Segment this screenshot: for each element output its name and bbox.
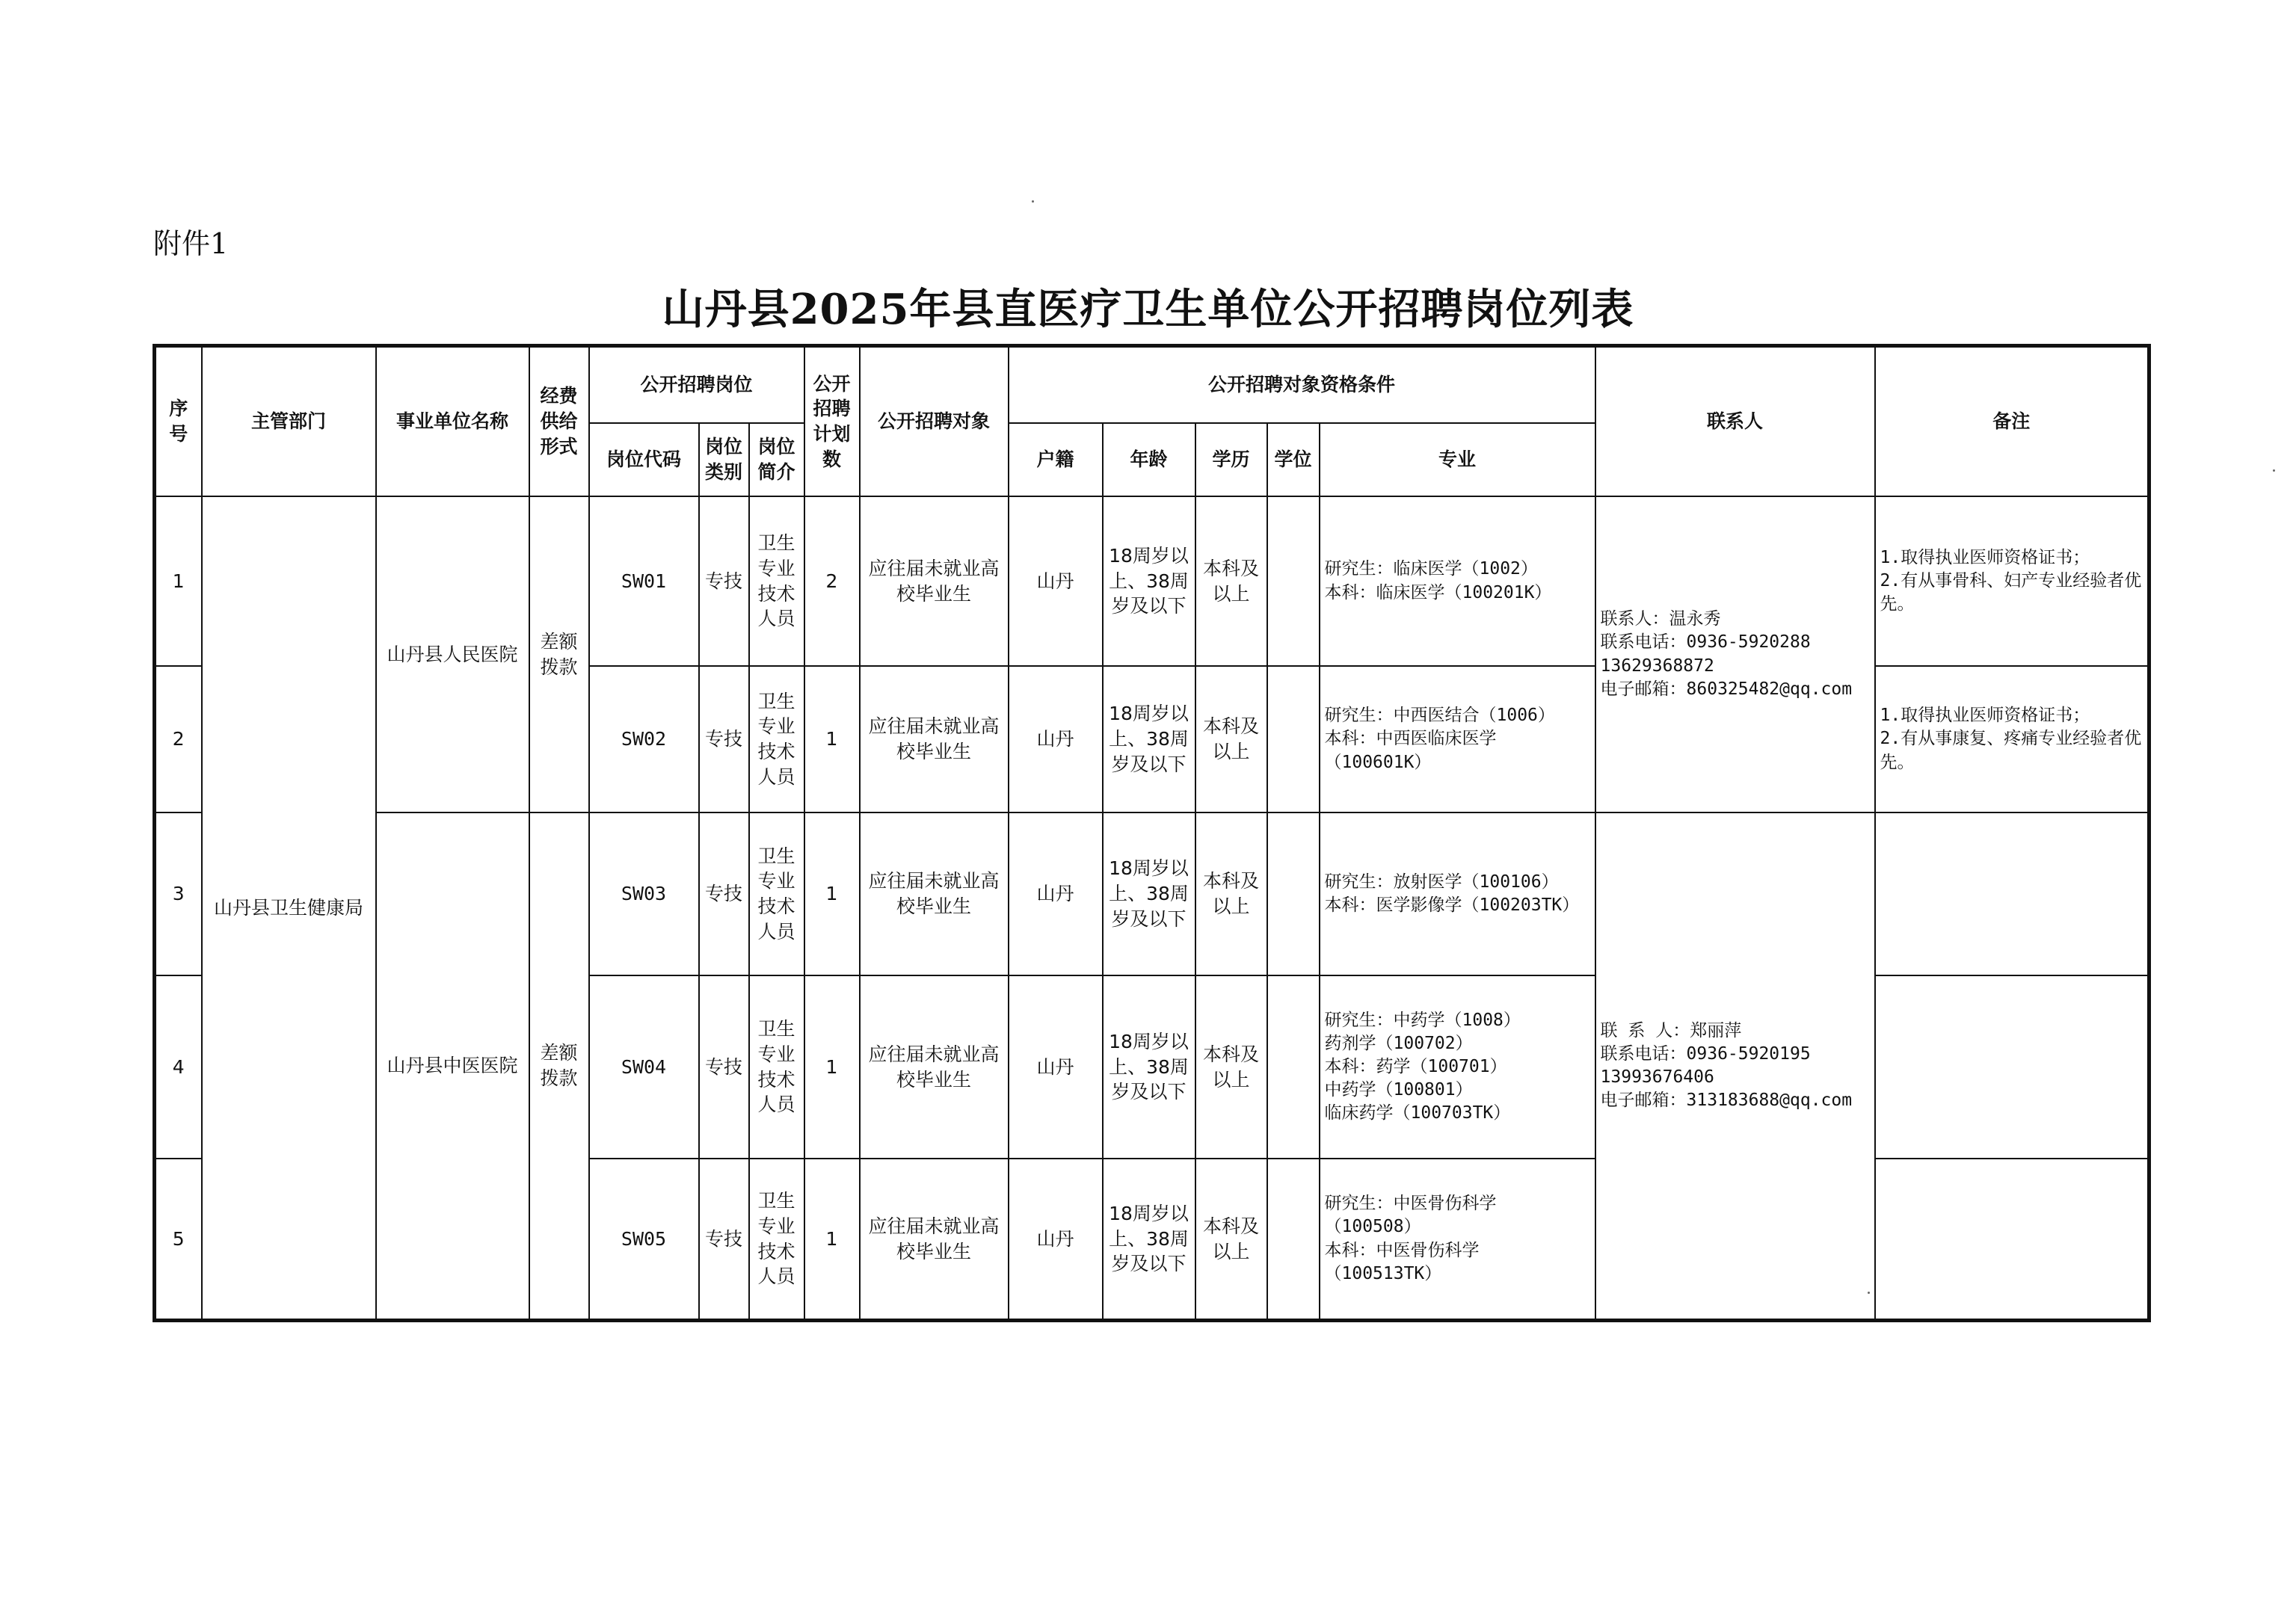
cell-post-code: SW03 bbox=[589, 812, 699, 975]
cell-unit-name: 山丹县人民医院 bbox=[376, 496, 529, 812]
cell-post-desc: 卫生专业技术人员 bbox=[749, 666, 804, 812]
cell-remark bbox=[1875, 1159, 2149, 1321]
cell-remark: 1.取得执业医师资格证书； 2.有从事康复、疼痛专业经验者优先。 bbox=[1875, 666, 2149, 812]
cell-seq: 5 bbox=[155, 1159, 202, 1321]
scan-speck bbox=[2273, 469, 2275, 472]
header-seq: 序号 bbox=[155, 346, 202, 497]
header-dept: 主管部门 bbox=[202, 346, 376, 497]
cell-seq: 3 bbox=[155, 812, 202, 975]
table-row bbox=[155, 812, 2149, 975]
header-age: 年龄 bbox=[1103, 423, 1195, 496]
cell-plan: 1 bbox=[804, 1159, 860, 1321]
cell-seq: 2 bbox=[155, 666, 202, 812]
cell-major: 研究生：临床医学（1002） 本科：临床医学（100201K） bbox=[1320, 496, 1595, 666]
cell-target: 应往届未就业高校毕业生 bbox=[860, 975, 1009, 1159]
cell-seq: 1 bbox=[155, 496, 202, 666]
annex-label: 附件1 bbox=[153, 227, 229, 260]
cell-degree bbox=[1267, 1159, 1320, 1321]
header-unit: 事业单位名称 bbox=[376, 346, 529, 497]
header-huji: 户籍 bbox=[1009, 423, 1103, 496]
cell-post-desc: 卫生专业技术人员 bbox=[749, 1159, 804, 1321]
cell-post-desc: 卫生专业技术人员 bbox=[749, 975, 804, 1159]
cell-major: 研究生：中医骨伤科学 （100508） 本科：中医骨伤科学 （100513TK） bbox=[1320, 1159, 1595, 1321]
header-plan: 公开招聘计划数 bbox=[804, 346, 860, 497]
header-post-desc: 岗位简介 bbox=[749, 423, 804, 496]
cell-degree bbox=[1267, 666, 1320, 812]
cell-post-type: 专技 bbox=[699, 666, 749, 812]
cell-remark bbox=[1875, 812, 2149, 975]
cell-edu: 本科及以上 bbox=[1195, 975, 1267, 1159]
cell-target: 应往届未就业高校毕业生 bbox=[860, 496, 1009, 666]
cell-plan: 1 bbox=[804, 975, 860, 1159]
cell-age: 18周岁以上、38周岁及以下 bbox=[1103, 1159, 1195, 1321]
cell-edu: 本科及以上 bbox=[1195, 666, 1267, 812]
cell-target: 应往届未就业高校毕业生 bbox=[860, 812, 1009, 975]
header-contact: 联系人 bbox=[1595, 346, 1875, 497]
cell-remark bbox=[1875, 975, 2149, 1159]
cell-post-code: SW01 bbox=[589, 496, 699, 666]
header-remark: 备注 bbox=[1875, 346, 2149, 497]
cell-huji: 山丹 bbox=[1009, 496, 1103, 666]
cell-huji: 山丹 bbox=[1009, 812, 1103, 975]
recruitment-table bbox=[153, 344, 2151, 1322]
document-title: 山丹县2025年县直医疗卫生单位公开招聘岗位列表 bbox=[662, 285, 1634, 334]
cell-post-type: 专技 bbox=[699, 812, 749, 975]
cell-target: 应往届未就业高校毕业生 bbox=[860, 1159, 1009, 1321]
cell-major: 研究生：中药学（1008） 药剂学（100702） 本科：药学（100701） 中药学（100801） 临床药学（100703TK） bbox=[1320, 975, 1595, 1159]
cell-age: 18周岁以上、38周岁及以下 bbox=[1103, 975, 1195, 1159]
cell-unit-name: 山丹县中医医院 bbox=[376, 812, 529, 1321]
cell-degree bbox=[1267, 496, 1320, 666]
header-post-code: 岗位代码 bbox=[589, 423, 699, 496]
cell-edu: 本科及以上 bbox=[1195, 496, 1267, 666]
cell-plan: 2 bbox=[804, 496, 860, 666]
cell-remark: 1.取得执业医师资格证书； 2.有从事骨科、妇产专业经验者优先。 bbox=[1875, 496, 2149, 666]
cell-dept: 山丹县卫生健康局 bbox=[202, 496, 376, 1321]
cell-degree bbox=[1267, 812, 1320, 975]
header-post-group: 公开招聘岗位 bbox=[589, 346, 804, 424]
cell-huji: 山丹 bbox=[1009, 666, 1103, 812]
cell-major: 研究生：放射医学（100106） 本科：医学影像学（100203TK） bbox=[1320, 812, 1595, 975]
cell-degree bbox=[1267, 975, 1320, 1159]
cell-post-desc: 卫生专业技术人员 bbox=[749, 812, 804, 975]
cell-post-code: SW04 bbox=[589, 975, 699, 1159]
header-funding: 经费供给形式 bbox=[529, 346, 589, 497]
cell-seq: 4 bbox=[155, 975, 202, 1159]
cell-huji: 山丹 bbox=[1009, 1159, 1103, 1321]
cell-age: 18周岁以上、38周岁及以下 bbox=[1103, 812, 1195, 975]
header-major: 专业 bbox=[1320, 423, 1595, 496]
header-degree: 学位 bbox=[1267, 423, 1320, 496]
cell-plan: 1 bbox=[804, 666, 860, 812]
cell-contact: 联系人：温永秀 联系电话：0936-5920288 13629368872 电子邮箱：860325482@qq.com bbox=[1595, 496, 1875, 812]
scan-speck bbox=[1868, 1292, 1870, 1294]
cell-huji: 山丹 bbox=[1009, 975, 1103, 1159]
header-row-1 bbox=[155, 346, 2149, 424]
cell-edu: 本科及以上 bbox=[1195, 1159, 1267, 1321]
cell-edu: 本科及以上 bbox=[1195, 812, 1267, 975]
cell-age: 18周岁以上、38周岁及以下 bbox=[1103, 496, 1195, 666]
scan-speck bbox=[1032, 200, 1034, 203]
cell-major: 研究生：中西医结合（1006） 本科：中西医临床医学 （100601K） bbox=[1320, 666, 1595, 812]
header-edu: 学历 bbox=[1195, 423, 1267, 496]
header-target: 公开招聘对象 bbox=[860, 346, 1009, 497]
cell-age: 18周岁以上、38周岁及以下 bbox=[1103, 666, 1195, 812]
table-row bbox=[155, 496, 2149, 666]
cell-post-type: 专技 bbox=[699, 496, 749, 666]
cell-post-type: 专技 bbox=[699, 975, 749, 1159]
header-post-type: 岗位类别 bbox=[699, 423, 749, 496]
cell-funding: 差额拨款 bbox=[529, 496, 589, 812]
header-condition-group: 公开招聘对象资格条件 bbox=[1009, 346, 1595, 424]
cell-contact: 联 系 人：郑丽萍 联系电话：0936-5920195 13993676406 电子邮箱：313183688@qq.com bbox=[1595, 812, 1875, 1321]
cell-post-code: SW05 bbox=[589, 1159, 699, 1321]
cell-post-desc: 卫生专业技术人员 bbox=[749, 496, 804, 666]
cell-post-type: 专技 bbox=[699, 1159, 749, 1321]
cell-plan: 1 bbox=[804, 812, 860, 975]
cell-target: 应往届未就业高校毕业生 bbox=[860, 666, 1009, 812]
cell-funding: 差额拨款 bbox=[529, 812, 589, 1321]
cell-post-code: SW02 bbox=[589, 666, 699, 812]
